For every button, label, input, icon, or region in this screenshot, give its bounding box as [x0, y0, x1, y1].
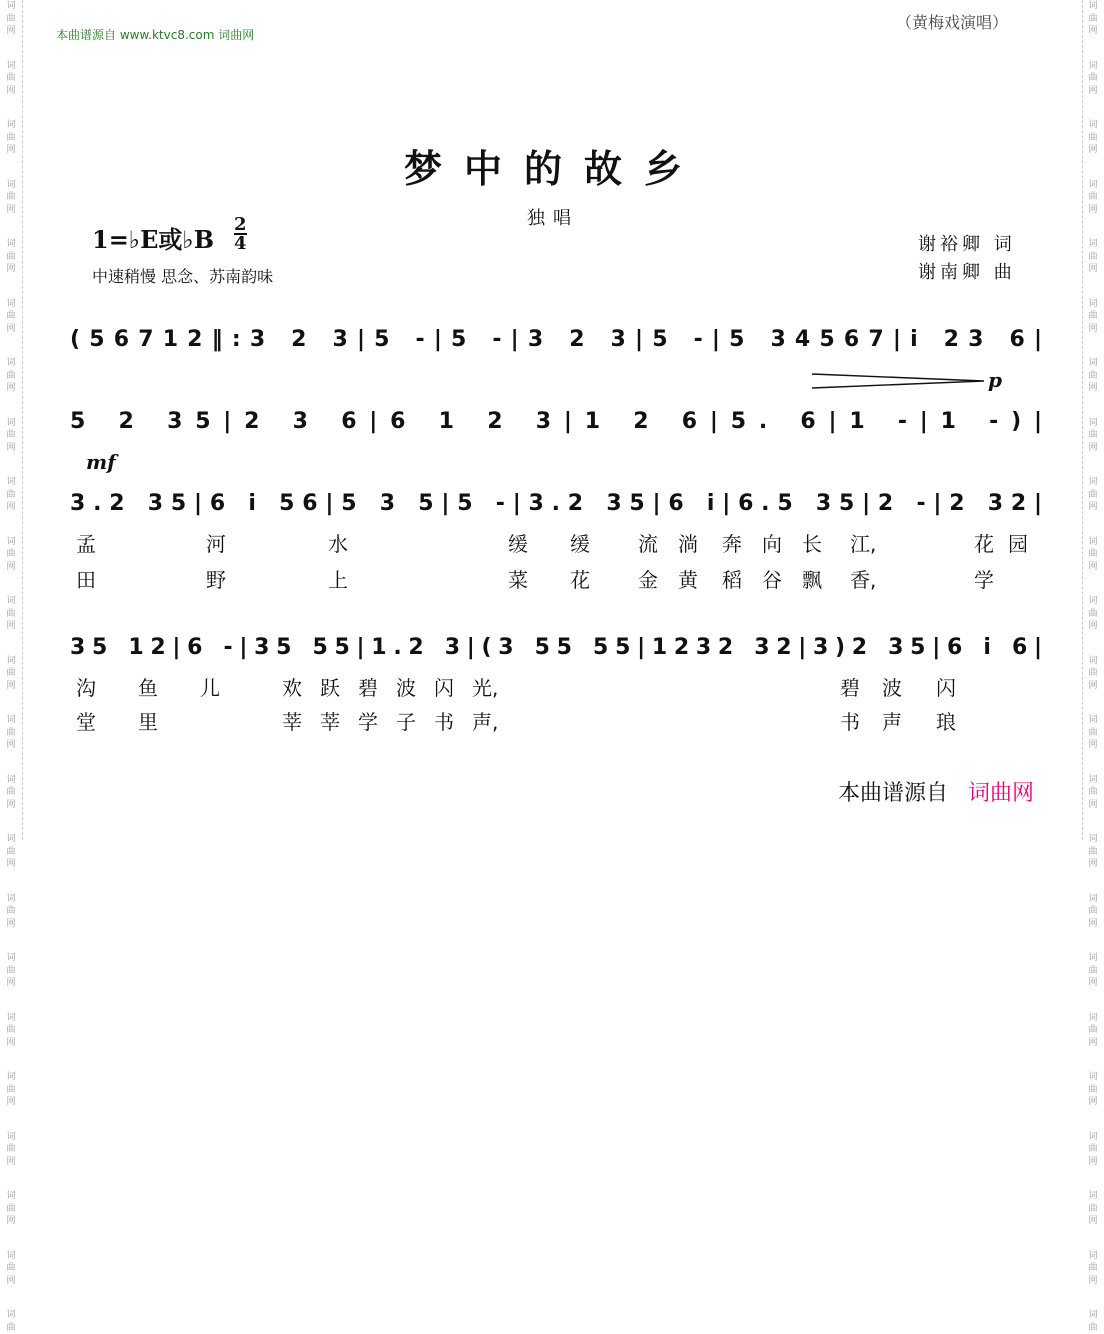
watermark-char: 网 [6, 25, 15, 38]
lyric-char: 孟 [76, 528, 96, 557]
watermark-char: 词 [6, 357, 15, 370]
watermark-char: 词 [1088, 536, 1097, 549]
watermark-char: 曲 [6, 1024, 15, 1037]
lyric-char: 园 [1008, 528, 1028, 557]
watermark-char: 曲 [1088, 1143, 1097, 1156]
lyric-char: 河 [206, 528, 226, 557]
time-signature-bottom: 4 [234, 235, 247, 252]
watermark-char: 网 [6, 442, 15, 455]
lyric-char: 香, [850, 564, 876, 593]
lyric-char: 黄 [678, 564, 698, 593]
watermark-char: 词 [1088, 833, 1097, 846]
watermark-char: 词 [1088, 298, 1097, 311]
watermark-char: 曲 [6, 13, 15, 26]
key-signature: 1=♭E或♭B [92, 220, 214, 255]
watermark-char: 曲 [1088, 905, 1097, 918]
lyric-char: 声, [472, 706, 498, 735]
watermark-char: 网 [1088, 25, 1097, 38]
watermark-char: 网 [1088, 680, 1097, 693]
lyric-char: 学 [974, 564, 994, 593]
watermark-char: 曲 [6, 310, 15, 323]
watermark-char: 网 [1088, 1037, 1097, 1050]
watermark-char: 词 [1088, 1250, 1097, 1263]
left-watermark-strip [4, 0, 18, 840]
watermark-char: 词 [6, 714, 15, 727]
lyric-char: 闪 [936, 672, 956, 701]
lyric-char: 欢 [282, 672, 302, 701]
watermark-char: 网 [6, 144, 15, 157]
tempo-marking: 中速稍慢 思念、苏南韵味 [92, 264, 273, 287]
watermark-char: 词 [1088, 238, 1097, 251]
watermark-char: 网 [6, 977, 15, 990]
lyric-char: 稻 [722, 564, 742, 593]
lyric-char: 野 [206, 564, 226, 593]
time-signature [234, 216, 247, 252]
watermark-char: 词 [6, 1012, 15, 1025]
watermark-char: 词 [6, 417, 15, 430]
watermark-char: 曲 [1088, 191, 1097, 204]
watermark-char: 曲 [1088, 310, 1097, 323]
lyric-char: 谷 [762, 564, 782, 593]
watermark-char: 网 [1088, 1215, 1097, 1228]
watermark-char: 曲 [6, 1203, 15, 1216]
watermark-char: 词 [1088, 476, 1097, 489]
watermark-char: 网 [1088, 501, 1097, 514]
watermark-char: 曲 [1088, 72, 1097, 85]
watermark-char: 网 [6, 323, 15, 336]
watermark-char: 词 [6, 179, 15, 192]
lyric-char: 碧 [358, 672, 378, 701]
time-signature-top: 2 [234, 216, 247, 235]
watermark-char: 词 [6, 1190, 15, 1203]
lyric-char: 奔 [722, 528, 742, 557]
notation-line-text: (56712‖:3 2 3|5 -|5 -|3 2 3|5 -|5 34567|i 23 6| [70, 327, 1042, 352]
watermark-char: 词 [6, 536, 15, 549]
lyric-char: 田 [76, 564, 96, 593]
watermark-char: 曲 [1088, 132, 1097, 145]
lyric-char: 花 [974, 528, 994, 557]
lyric-char: 里 [138, 706, 158, 735]
watermark-char: 词 [1088, 655, 1097, 668]
watermark-char: 网 [1088, 442, 1097, 455]
watermark-char: 曲 [1088, 846, 1097, 859]
watermark-char: 网 [6, 739, 15, 752]
watermark-char: 词 [6, 119, 15, 132]
watermark-char: 曲 [6, 727, 15, 740]
lyric-char: 堂 [76, 706, 96, 735]
watermark-char: 曲 [6, 1084, 15, 1097]
lyric-char: 飘 [802, 564, 822, 593]
watermark-char: 曲 [1088, 727, 1097, 740]
watermark-char: 曲 [1088, 1262, 1097, 1275]
watermark-char: 曲 [6, 786, 15, 799]
lyrics-row4-line2 [76, 706, 1046, 732]
watermark-char: 曲 [6, 132, 15, 145]
lyric-char: 莘 [282, 706, 302, 735]
watermark-char: 词 [6, 238, 15, 251]
lyric-char: 碧 [840, 672, 860, 701]
watermark-char: 曲 [6, 191, 15, 204]
lyric-char: 书 [434, 706, 454, 735]
watermark-char: 网 [1088, 204, 1097, 217]
lyricist-credit: 谢裕卿 词 [918, 230, 1016, 256]
lyric-char: 光, [472, 672, 498, 701]
lyric-char: 菜 [508, 564, 528, 593]
watermark-char: 词 [6, 1071, 15, 1084]
decrescendo-hairpin [812, 372, 988, 390]
watermark-char: 词 [6, 893, 15, 906]
watermark-char: 网 [1088, 918, 1097, 931]
watermark-char: 词 [1088, 0, 1097, 13]
lyric-char: 闪 [434, 672, 454, 701]
watermark-char: 网 [1088, 263, 1097, 276]
watermark-char: 词 [1088, 714, 1097, 727]
watermark-char: 词 [6, 1131, 15, 1144]
lyric-char: 淌 [678, 528, 698, 557]
lyric-char: 花 [570, 564, 590, 593]
watermark-char: 网 [6, 918, 15, 931]
watermark-char: 词 [1088, 1071, 1097, 1084]
watermark-char: 网 [6, 204, 15, 217]
notation-system-3 [68, 482, 1043, 526]
watermark-char: 曲 [1088, 608, 1097, 621]
watermark-char: 曲 [1088, 965, 1097, 978]
watermark-char: 网 [1088, 1156, 1097, 1169]
lyric-char: 波 [396, 672, 416, 701]
notation-line-text: 3.2 35|6 i 56|5 3 5|5 -|3.2 35|6 i|6.5 35|2 -|2 32| [70, 491, 1042, 516]
watermark-char: 网 [6, 1096, 15, 1109]
watermark-char: 词 [1088, 60, 1097, 73]
composer-credit: 谢南卿 曲 [918, 258, 1016, 284]
watermark-char: 曲 [6, 548, 15, 561]
right-dashed-border [1082, 0, 1083, 840]
watermark-char: 曲 [1088, 1322, 1097, 1334]
watermark-char: 网 [1088, 977, 1097, 990]
watermark-char: 曲 [6, 370, 15, 383]
lyric-char: 缓 [508, 528, 528, 557]
lyric-char: 金 [638, 564, 658, 593]
lyric-char: 向 [762, 528, 782, 557]
lyric-char: 学 [358, 706, 378, 735]
source-note-top: 本曲谱源自 www.ktvc8.com 词曲网 [56, 26, 254, 43]
lyric-char: 跃 [320, 672, 340, 701]
watermark-char: 词 [1088, 1190, 1097, 1203]
watermark-char: 曲 [6, 1262, 15, 1275]
source-bottom-prefix: 本曲谱源自 [838, 781, 948, 806]
source-bottom-site: 词曲网 [968, 781, 1034, 806]
lyric-char: 水 [328, 528, 348, 557]
watermark-char: 网 [1088, 739, 1097, 752]
watermark-char: 网 [6, 263, 15, 276]
watermark-char: 曲 [6, 429, 15, 442]
watermark-char: 网 [6, 1215, 15, 1228]
watermark-char: 曲 [6, 608, 15, 621]
watermark-char: 词 [6, 655, 15, 668]
watermark-char: 网 [1088, 382, 1097, 395]
watermark-char: 词 [1088, 1012, 1097, 1025]
lyric-char: 缓 [570, 528, 590, 557]
top-cut-text: （黄梅戏演唱） [896, 10, 1008, 33]
song-subtitle: 独唱 [527, 204, 579, 230]
lyrics-row3-line2 [76, 564, 1046, 590]
watermark-char: 词 [1088, 774, 1097, 787]
watermark-char: 网 [6, 85, 15, 98]
watermark-char: 曲 [6, 846, 15, 859]
left-dashed-border [22, 0, 23, 840]
watermark-char: 网 [1088, 144, 1097, 157]
watermark-char: 曲 [6, 1143, 15, 1156]
lyric-char: 江, [850, 528, 876, 557]
watermark-char: 网 [6, 1275, 15, 1288]
watermark-char: 网 [6, 561, 15, 574]
song-title: 梦中的故乡 [404, 138, 704, 193]
notation-system-4 [68, 626, 1043, 670]
watermark-char: 曲 [6, 965, 15, 978]
watermark-char: 词 [6, 1309, 15, 1322]
watermark-char: 词 [6, 833, 15, 846]
watermark-char: 词 [6, 952, 15, 965]
watermark-char: 曲 [6, 905, 15, 918]
watermark-char: 曲 [1088, 1084, 1097, 1097]
lyric-char: 流 [638, 528, 658, 557]
watermark-char: 网 [1088, 323, 1097, 336]
lyrics-row4-line1 [76, 672, 1046, 698]
watermark-char: 网 [6, 799, 15, 812]
watermark-char: 曲 [1088, 786, 1097, 799]
watermark-char: 曲 [6, 72, 15, 85]
watermark-char: 曲 [1088, 251, 1097, 264]
watermark-char: 曲 [1088, 548, 1097, 561]
notation-line-text: 5 2 35|2 3 6|6 1 2 3|1 2 6|5. 6|1 -|1 -)| [70, 409, 1042, 434]
watermark-char: 词 [1088, 417, 1097, 430]
watermark-char: 网 [6, 680, 15, 693]
watermark-char: 曲 [1088, 370, 1097, 383]
notation-line-text: 35 12|6 -|35 55|1.2 3|(3 55 55|1232 32|3)2 35|6 i 6| [70, 635, 1042, 660]
watermark-char: 网 [6, 858, 15, 871]
watermark-char: 网 [6, 620, 15, 633]
lyric-char: 琅 [936, 706, 956, 735]
watermark-char: 词 [6, 0, 15, 13]
watermark-char: 曲 [1088, 489, 1097, 502]
source-note-bottom [838, 776, 1034, 807]
watermark-char: 曲 [6, 489, 15, 502]
watermark-char: 网 [1088, 561, 1097, 574]
watermark-char: 词 [6, 774, 15, 787]
lyrics-row3-line1 [76, 528, 1046, 554]
watermark-char: 词 [1088, 1309, 1097, 1322]
watermark-char: 曲 [6, 1322, 15, 1334]
lyric-char: 波 [882, 672, 902, 701]
watermark-char: 网 [6, 1156, 15, 1169]
lyric-char: 鱼 [138, 672, 158, 701]
watermark-char: 词 [1088, 952, 1097, 965]
watermark-char: 曲 [1088, 429, 1097, 442]
watermark-char: 网 [1088, 620, 1097, 633]
lyric-char: 沟 [76, 672, 96, 701]
watermark-char: 词 [1088, 119, 1097, 132]
watermark-char: 曲 [6, 251, 15, 264]
notation-system-2 [68, 400, 1043, 444]
watermark-char: 词 [1088, 595, 1097, 608]
lyric-char: 书 [840, 706, 860, 735]
watermark-char: 曲 [6, 667, 15, 680]
lyric-char: 长 [802, 528, 822, 557]
notation-system-1 [68, 318, 1043, 362]
lyric-char: 声 [882, 706, 902, 735]
watermark-char: 词 [6, 298, 15, 311]
watermark-char: 词 [1088, 179, 1097, 192]
watermark-char: 网 [1088, 799, 1097, 812]
watermark-char: 网 [6, 1037, 15, 1050]
watermark-char: 曲 [1088, 667, 1097, 680]
watermark-char: 词 [1088, 357, 1097, 370]
watermark-char: 词 [6, 595, 15, 608]
right-watermark-strip [1086, 0, 1100, 840]
lyric-char: 莘 [320, 706, 340, 735]
watermark-char: 词 [1088, 1131, 1097, 1144]
watermark-char: 网 [1088, 1096, 1097, 1109]
lyric-char: 子 [396, 706, 416, 735]
watermark-char: 曲 [1088, 1024, 1097, 1037]
watermark-char: 网 [6, 382, 15, 395]
watermark-char: 词 [6, 60, 15, 73]
watermark-char: 曲 [1088, 13, 1097, 26]
watermark-char: 词 [1088, 893, 1097, 906]
watermark-char: 网 [6, 501, 15, 514]
dynamic-mf: mf [86, 450, 116, 474]
watermark-char: 网 [1088, 1275, 1097, 1288]
watermark-char: 网 [1088, 858, 1097, 871]
lyric-char: 儿 [200, 672, 220, 701]
dynamic-p: p [988, 368, 1002, 392]
watermark-char: 词 [6, 476, 15, 489]
watermark-char: 词 [6, 1250, 15, 1263]
watermark-char: 曲 [1088, 1203, 1097, 1216]
watermark-char: 网 [1088, 85, 1097, 98]
lyric-char: 上 [328, 564, 348, 593]
